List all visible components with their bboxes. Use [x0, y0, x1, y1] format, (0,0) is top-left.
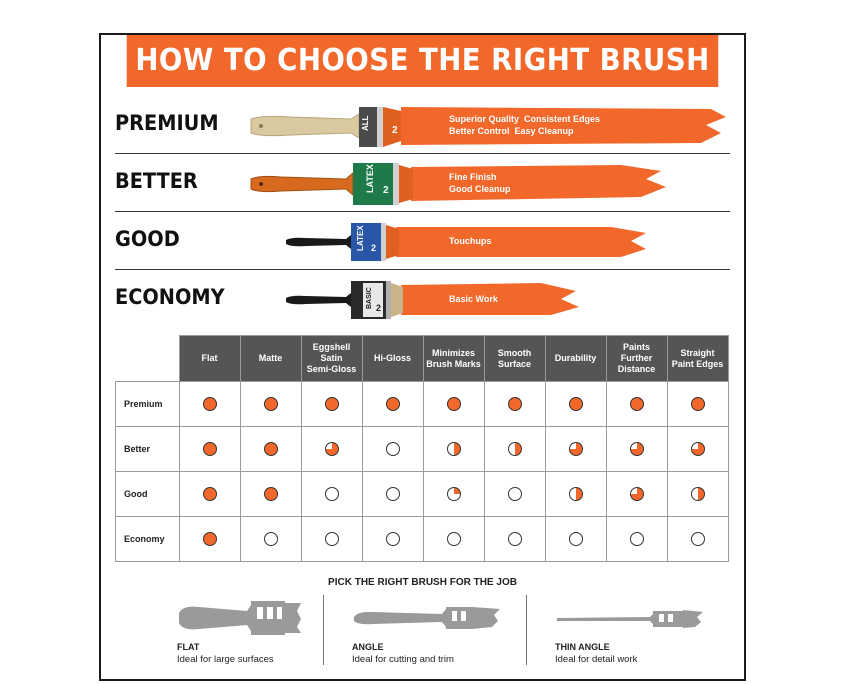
- column-header: Hi-Gloss: [362, 336, 423, 382]
- column-header: [484, 336, 545, 382]
- rating-cell: [362, 382, 423, 427]
- rating-cell: [301, 472, 362, 517]
- rating-dot: [508, 442, 522, 456]
- rating-dot: [508, 532, 522, 546]
- job-name: FLAT: [177, 642, 200, 652]
- table-body: [116, 382, 729, 562]
- rating-dot: [508, 487, 522, 501]
- rating-cell: [423, 427, 484, 472]
- rating-cell: [545, 427, 606, 472]
- rating-dot: [325, 442, 339, 456]
- rating-cell: [240, 517, 301, 562]
- ferrule-label: LATEX: [365, 164, 375, 193]
- feature: Touchups: [449, 236, 492, 246]
- rating-cell: [667, 382, 728, 427]
- rating-dot: [203, 487, 217, 501]
- divider: [115, 211, 730, 212]
- thin-angle-brush-icon: [555, 597, 715, 639]
- feature: Basic Work: [449, 294, 498, 304]
- table-corner: [116, 336, 180, 382]
- tier-better: [101, 155, 744, 213]
- rating-cell: [484, 472, 545, 517]
- brush-size: 2: [376, 303, 382, 313]
- rating-cell: [179, 382, 240, 427]
- rating-dot: [630, 442, 644, 456]
- feature: Fine Finish: [449, 172, 497, 182]
- job-flat: [177, 597, 367, 672]
- table-header-row: [116, 336, 729, 382]
- rating-cell: [667, 517, 728, 562]
- rating-cell: [301, 517, 362, 562]
- column-header: [301, 336, 362, 382]
- rating-cell: [545, 472, 606, 517]
- tier-label: GOOD: [115, 227, 180, 251]
- rating-cell: [545, 517, 606, 562]
- better-brush-image: [101, 155, 746, 213]
- job-desc: Ideal for large surfaces: [177, 654, 274, 665]
- ferrule-label: ALL: [361, 115, 370, 131]
- row-label: Good: [116, 472, 180, 517]
- rating-dot: [325, 397, 339, 411]
- rating-dot: [691, 532, 705, 546]
- divider: [526, 595, 527, 665]
- rating-dot: [386, 397, 400, 411]
- rating-cell: [484, 382, 545, 427]
- rating-dot: [264, 487, 278, 501]
- rating-dot: [630, 397, 644, 411]
- tier-label: PREMIUM: [115, 111, 219, 135]
- rating-dot: [203, 532, 217, 546]
- feature: Better Control: [449, 126, 510, 136]
- feature: Consistent Edges: [524, 114, 601, 124]
- rating-dot: [386, 487, 400, 501]
- tier-label: BETTER: [115, 169, 198, 193]
- column-header: [423, 336, 484, 382]
- column-header: Durability: [545, 336, 606, 382]
- tier-premium: [101, 97, 744, 155]
- rating-dot: [203, 397, 217, 411]
- rating-dot: [264, 532, 278, 546]
- economy-brush-image: [101, 271, 746, 329]
- rating-cell: [606, 427, 667, 472]
- jobs-title: PICK THE RIGHT BRUSH FOR THE JOB: [328, 577, 517, 588]
- rating-dot: [447, 532, 461, 546]
- divider: [115, 153, 730, 154]
- rating-cell: [179, 472, 240, 517]
- rating-dot: [203, 442, 217, 456]
- job-thin-angle: [555, 597, 745, 672]
- rating-cell: [667, 472, 728, 517]
- rating-cell: [240, 427, 301, 472]
- feature: Superior Quality: [449, 114, 520, 124]
- tier-features: [449, 171, 511, 195]
- rating-dot: [325, 487, 339, 501]
- rating-dot: [386, 532, 400, 546]
- column-header-line: Eggshell Satin Semi-Gloss: [306, 342, 357, 374]
- rating-cell: [423, 472, 484, 517]
- flat-brush-icon: [177, 597, 307, 639]
- divider: [115, 269, 730, 270]
- ferrule-label: BASIC: [366, 287, 373, 309]
- rating-cell: [606, 517, 667, 562]
- column-header: Flat: [179, 336, 240, 382]
- feature: Easy Cleanup: [514, 126, 574, 136]
- job-desc: Ideal for detail work: [555, 654, 638, 665]
- brush-size: 2: [383, 185, 389, 196]
- job-name: THIN ANGLE: [555, 642, 610, 652]
- ferrule-label: LATEX: [356, 225, 365, 251]
- angle-brush-icon: [352, 597, 512, 639]
- row-label: Economy: [116, 517, 180, 562]
- rating-dot: [569, 532, 583, 546]
- table-row: [116, 427, 729, 472]
- rating-cell: [362, 517, 423, 562]
- rating-dot: [447, 442, 461, 456]
- column-header: [606, 336, 667, 382]
- rating-cell: [484, 517, 545, 562]
- rating-cell: [606, 472, 667, 517]
- table-row: [116, 517, 729, 562]
- rating-dot: [386, 442, 400, 456]
- column-header-line: Minimizes Brush Marks: [426, 347, 481, 369]
- rating-dot: [691, 397, 705, 411]
- rating-cell: [423, 382, 484, 427]
- rating-dot: [569, 442, 583, 456]
- rating-cell: [423, 517, 484, 562]
- rating-dot: [508, 397, 522, 411]
- job-angle: [352, 597, 542, 672]
- rating-cell: [179, 427, 240, 472]
- rating-dot: [630, 487, 644, 501]
- column-header-line: Paints Further Distance: [617, 342, 656, 374]
- brush-size: 2: [392, 125, 398, 136]
- rating-cell: [301, 427, 362, 472]
- tier-features: [449, 235, 491, 247]
- page-title: HOW TO CHOOSE THE RIGHT BRUSH: [127, 35, 719, 87]
- rating-cell: [545, 382, 606, 427]
- rating-dot: [569, 397, 583, 411]
- feature: Good Cleanup: [449, 184, 511, 194]
- job-name: ANGLE: [352, 642, 384, 652]
- rating-cell: [179, 517, 240, 562]
- rating-dot: [447, 487, 461, 501]
- rating-cell: [667, 427, 728, 472]
- tier-economy: [101, 271, 744, 329]
- good-brush-image: [101, 213, 746, 271]
- rating-cell: [484, 427, 545, 472]
- comparison-table: [115, 335, 729, 562]
- tier-label: ECONOMY: [115, 285, 225, 309]
- rating-dot: [691, 487, 705, 501]
- rating-dot: [569, 487, 583, 501]
- divider: [323, 595, 324, 665]
- job-desc: Ideal for cutting and trim: [352, 654, 454, 665]
- rating-dot: [264, 442, 278, 456]
- rating-dot: [447, 397, 461, 411]
- column-header: Matte: [240, 336, 301, 382]
- brush-size: 2: [371, 243, 377, 253]
- table-row: [116, 472, 729, 517]
- rating-cell: [240, 472, 301, 517]
- rating-cell: [362, 427, 423, 472]
- rating-dot: [264, 397, 278, 411]
- row-label: Better: [116, 427, 180, 472]
- tier-good: [101, 213, 744, 271]
- table-row: [116, 382, 729, 427]
- rating-dot: [691, 442, 705, 456]
- rating-dot: [325, 532, 339, 546]
- column-header: [667, 336, 728, 382]
- rating-dot: [630, 532, 644, 546]
- row-label: Premium: [116, 382, 180, 427]
- rating-cell: [301, 382, 362, 427]
- tier-features: [449, 113, 600, 137]
- premium-brush-image: [101, 97, 746, 155]
- rating-cell: [240, 382, 301, 427]
- tier-features: [449, 293, 498, 305]
- infographic-frame: [99, 33, 746, 681]
- rating-cell: [362, 472, 423, 517]
- column-header-line: Smooth Surface: [497, 347, 532, 369]
- column-header-line: Straight Paint Edges: [671, 347, 724, 369]
- rating-cell: [606, 382, 667, 427]
